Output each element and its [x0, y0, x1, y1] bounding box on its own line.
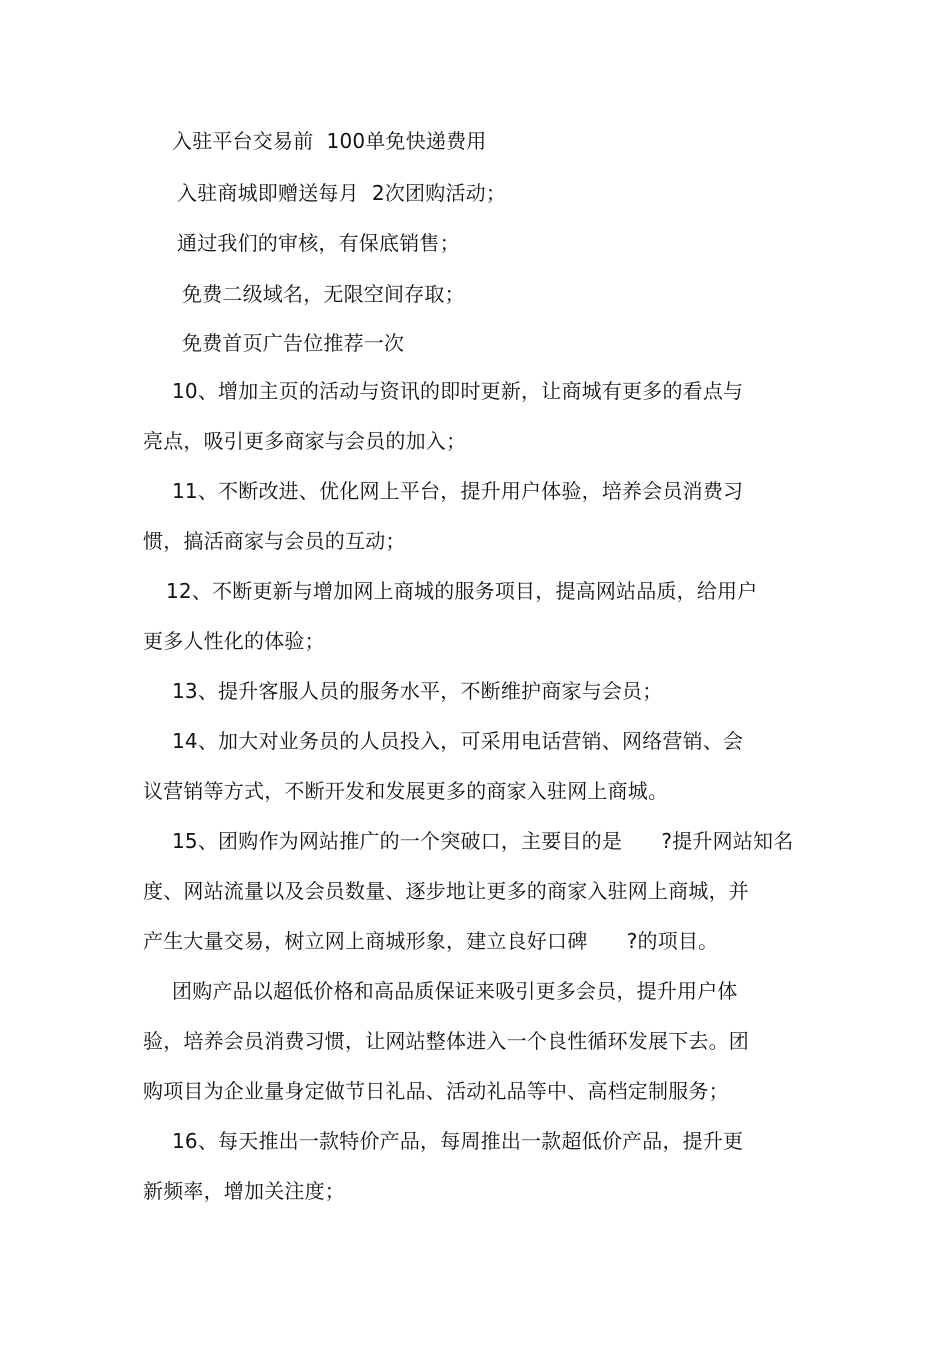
text-line: 团购产品以超低价格和高品质保证来吸引更多会员，提升用户体 [172, 979, 738, 1003]
text-line: 度、网站流量以及会员数量、逐步地让更多的商家入驻网上商城，并 [143, 879, 749, 903]
text-line: 验，培养会员消费习惯，让网站整体进入一个良性循环发展下去。团 [143, 1029, 749, 1053]
text-line: 惯，搞活商家与会员的互动； [143, 529, 406, 553]
text-line: 新频率，增加关注度； [143, 1179, 345, 1203]
text-line: 免费首页广告位推荐一次 [182, 331, 405, 355]
text-line: 13、提升客服人员的服务水平，不断维护商家与会员； [172, 679, 663, 703]
text-line: 15、团购作为网站推广的一个突破口，主要目的是 ?提升网站知名 [172, 829, 794, 853]
text-line: 16、每天推出一款特价产品，每周推出一款超低价产品，提升更 [172, 1129, 744, 1153]
text-line: 议营销等方式，不断开发和发展更多的商家入驻网上商城。 [143, 779, 669, 803]
text-line: 通过我们的审核，有保底销售； [177, 231, 460, 255]
text-line: 产生大量交易，树立网上商城形象，建立良好口碑 ?的项目。 [143, 929, 719, 953]
text-line: 免费二级域名，无限空间存取； [182, 282, 465, 306]
text-line: 入驻平台交易前 100单免快递费用 [172, 129, 487, 153]
text-line: 14、加大对业务员的人员投入，可采用电话营销、网络营销、会 [172, 729, 744, 753]
text-line: 亮点，吸引更多商家与会员的加入； [143, 429, 467, 453]
text-line: 11、不断改进、优化网上平台，提升用户体验，培养会员消费习 [172, 479, 744, 503]
text-line: 更多人性化的体验； [143, 629, 325, 653]
text-line: 12、不断更新与增加网上商城的服务项目，提高网站品质，给用户 [166, 579, 758, 603]
text-line: 购项目为企业量身定做节日礼品、活动礼品等中、高档定制服务； [143, 1079, 729, 1103]
text-line: 10、增加主页的活动与资讯的即时更新，让商城有更多的看点与 [172, 379, 744, 403]
text-line: 入驻商城即赠送每月 2次团购活动； [177, 181, 507, 205]
